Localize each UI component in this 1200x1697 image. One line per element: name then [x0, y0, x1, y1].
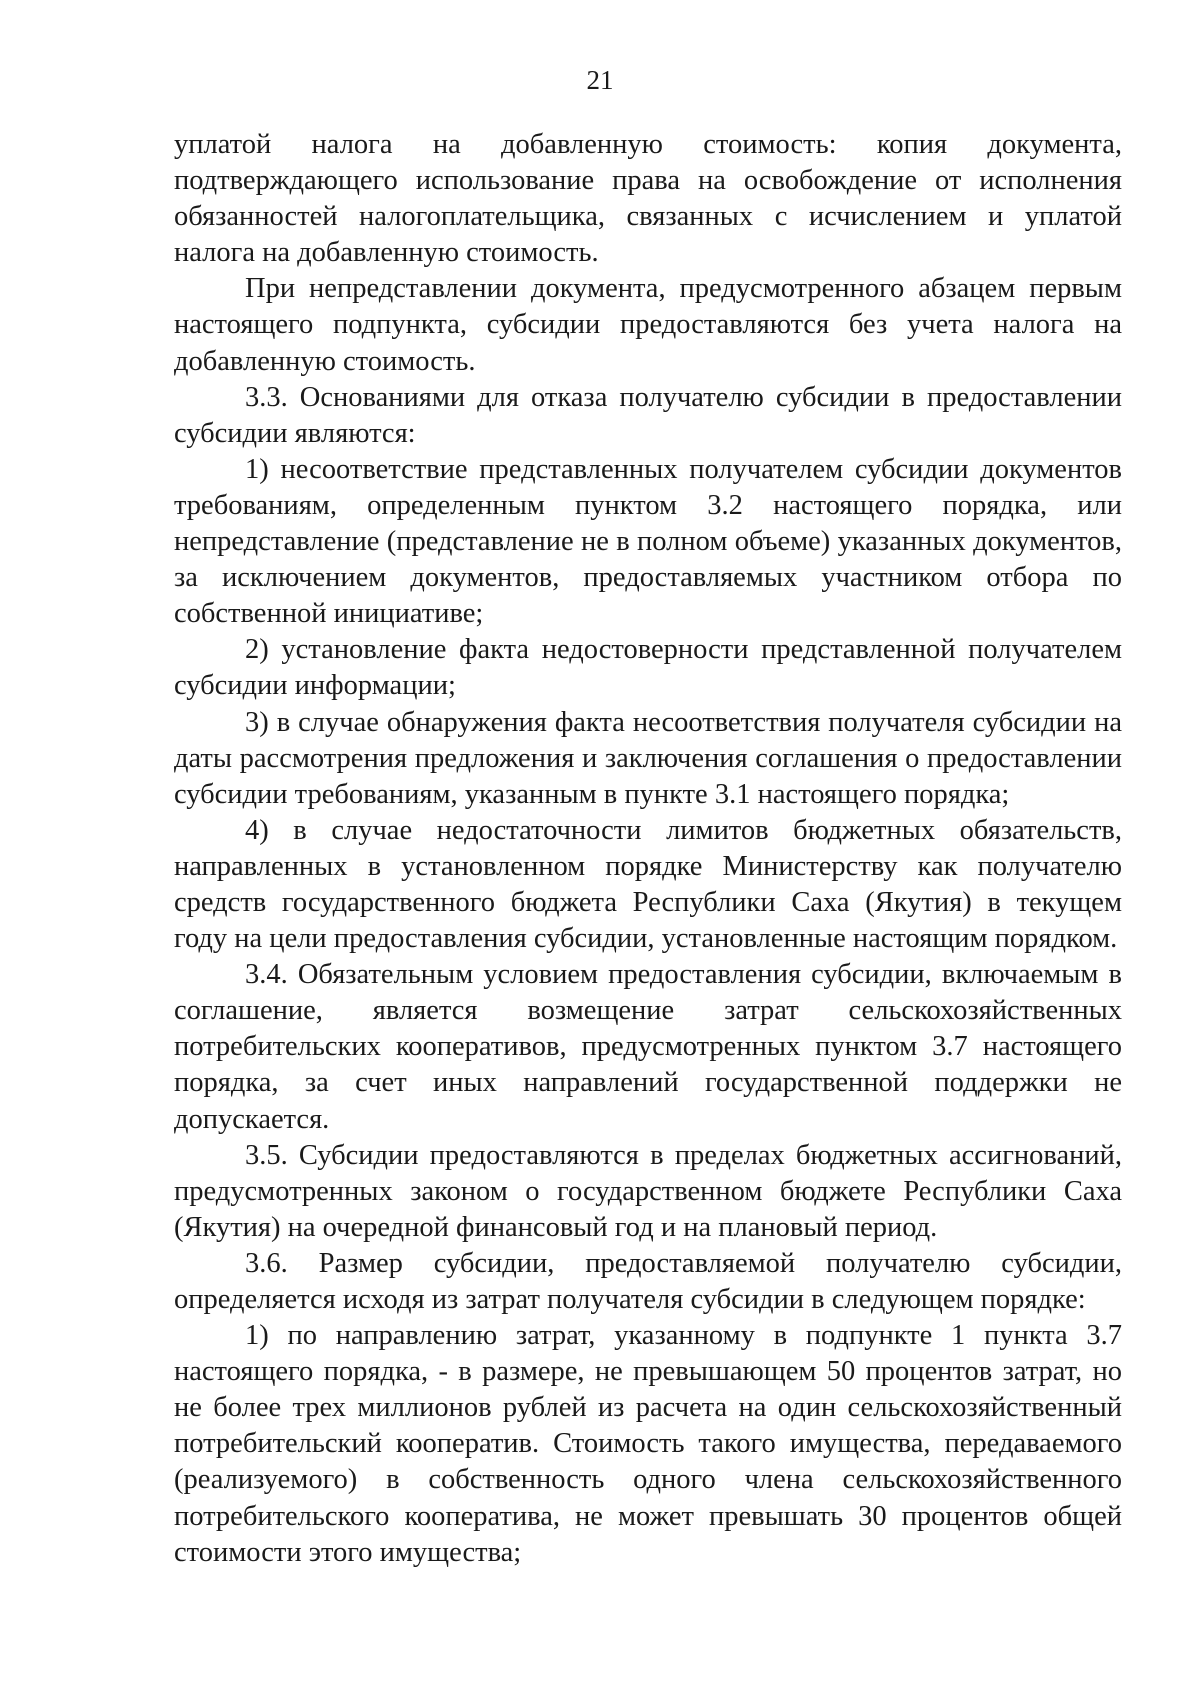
- list-item-3-3-3: 3) в случае обнаружения факта несоответствия получателя субсидии на даты рассмотрения предложения и заключения соглашения о предоставлении субсидии требованиям, указанным в пункте 3.1 настоящего порядка;: [174, 706, 1122, 810]
- paragraph-3-4: 3.4. Обязательным условием предоставления субсидии, включаемым в соглашение, является возмещение затрат сельскохозяйственных потребительских кооперативов, предусмотренных пунктом 3.7 настоящего порядка, за счет иных направлений государственной поддержки не допускается.: [174, 959, 1122, 1135]
- paragraph-3-3: 3.3. Основаниями для отказа получателю субсидии в предоставлении субсидии являются:: [174, 381, 1122, 449]
- list-item-3-3-2: 2) установление факта недостоверности представленной получателем субсидии информации;: [174, 634, 1122, 702]
- list-item-3-3-4: 4) в случае недостаточности лимитов бюджетных обязательств, направленных в установленном порядке Министерству как получателю средств государственного бюджета Республики Саха (Якутия) в текущем году на цели предоставления субсидии, установленные настоящим порядком.: [174, 814, 1122, 955]
- paragraph-vat-note: При непредставлении документа, предусмотренного абзацем первым настоящего подпункта, субсидии предоставляются без учета налога на добавленную стоимость.: [174, 273, 1122, 377]
- paragraph-3-6: 3.6. Размер субсидии, предоставляемой получателю субсидии, определяется исходя из затрат получателя субсидии в следующем порядке:: [174, 1247, 1122, 1315]
- document-body: [174, 127, 1122, 1571]
- paragraph-continuation: уплатой налога на добавленную стоимость: копия документа, подтверждающего использование права на освобождение от исполнения обязанностей налогоплательщика, связанных с исчислением и уплатой налога на добавленную стоимость.: [174, 129, 1122, 269]
- paragraph-3-5: 3.5. Субсидии предоставляются в пределах бюджетных ассигнований, предусмотренных законом о государственном бюджете Республики Саха (Якутия) на очередной финансовый год и на плановый период.: [174, 1139, 1122, 1243]
- list-item-3-6-1: 1) по направлению затрат, указанному в подпункте 1 пункта 3.7 настоящего порядка, - в размере, не превышающем 50 процентов затрат, но не более трех миллионов рублей из расчета на один сельскохозяйственный потребительский кооператив. Стоимость такого имущества, передаваемого (реализуемого) в собственность одного члена сельскохозяйственного потребительского кооператива, не может превышать 30 процентов общей стоимости этого имущества;: [174, 1320, 1122, 1568]
- page-number: 21: [586, 65, 614, 95]
- list-item-3-3-1: 1) несоответствие представленных получателем субсидии документов требованиям, определенным пунктом 3.2 настоящего порядка, или непредставление (представление не в полном объеме) указанных документов, за исключением документов, предоставляемых участником отбора по собственной инициативе;: [174, 453, 1122, 630]
